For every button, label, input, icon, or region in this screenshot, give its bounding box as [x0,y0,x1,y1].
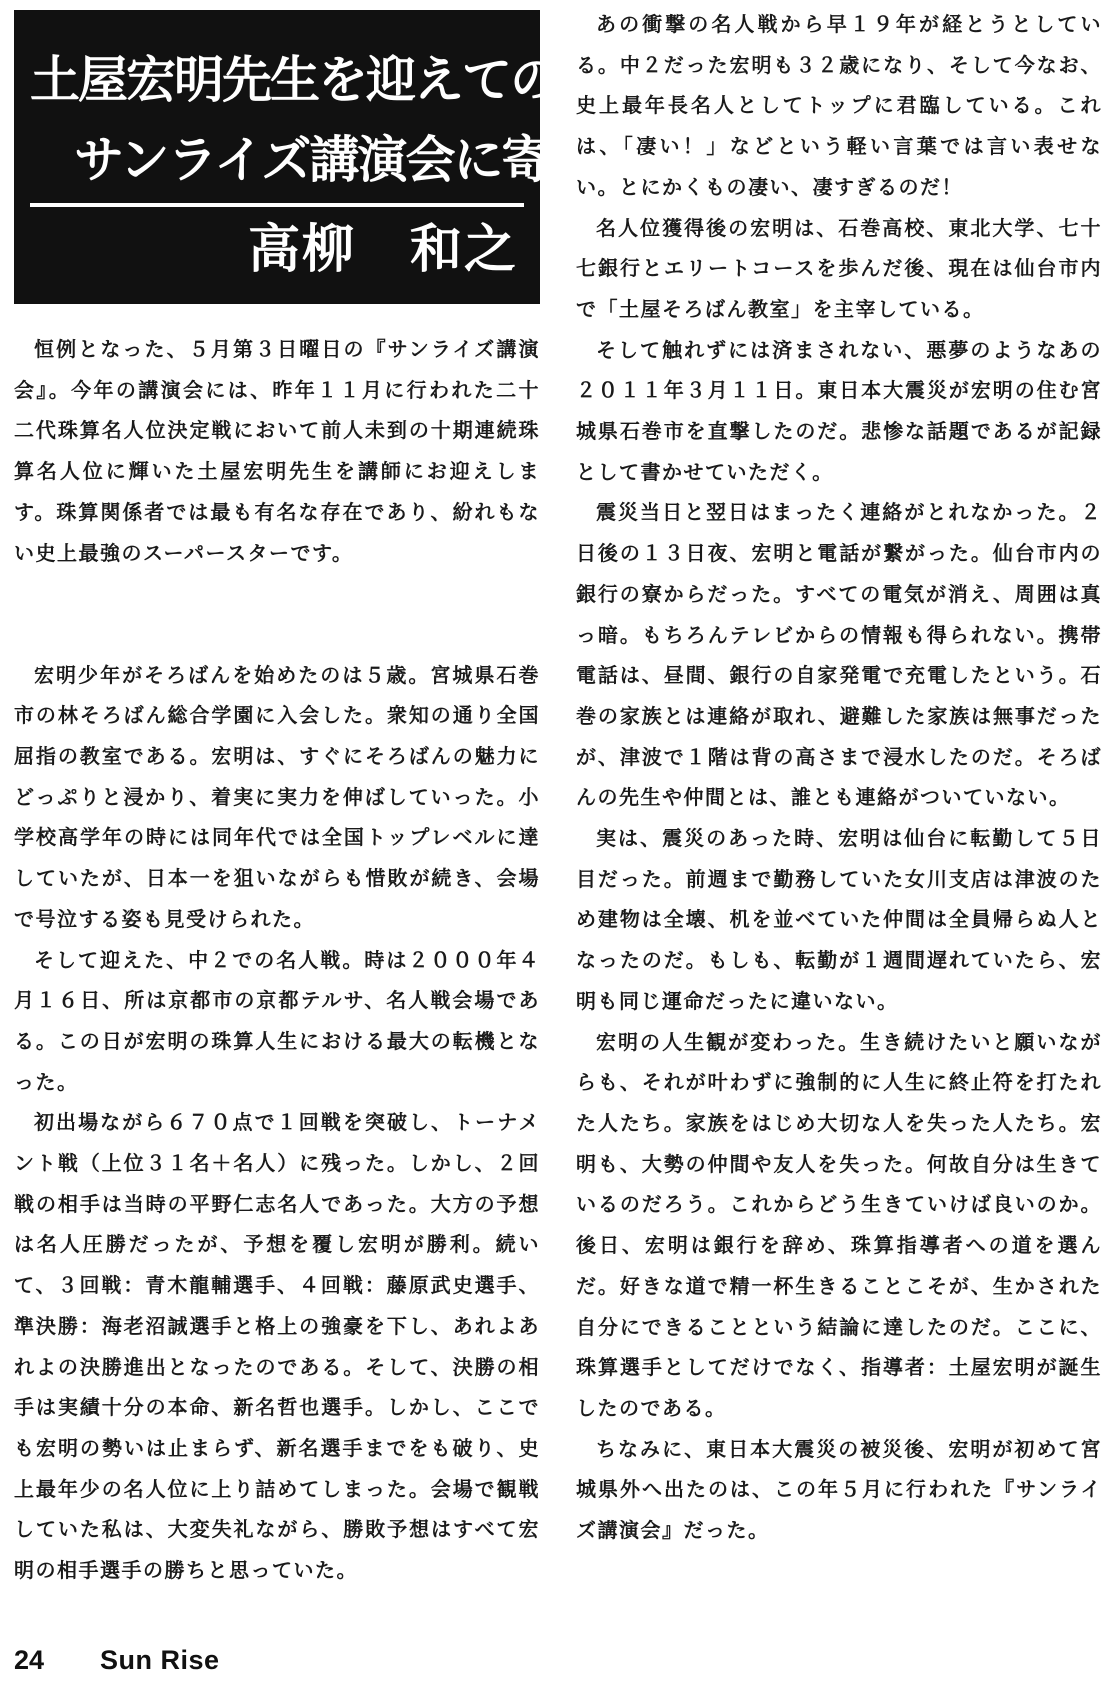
paragraph: 震災当日と翌日はまったく連絡がとれなかった。２日後の１３日夜、宏明と電話が繋がった。仙台市内の銀行の寮からだった。すべての電気が消え、周囲は真っ暗。もちろんテレビからの情報も得られない。携帯電話は、昼間、銀行の自家発電で充電したという。石巻の家族とは連絡が取れ、避難した家族は無事だったが、津波で１階は背の高さまで浸水したのだ。そろばんの先生や仲間とは、誰とも連絡がついていない。 [576,500,1102,810]
paragraph: 名人位獲得後の宏明は、石巻高校、東北大学、七十七銀行とエリートコースを歩んだ後、現在は仙台市内で「土屋そろばん教室」を主宰している。 [576,215,1102,321]
article-right-column [576,4,1102,1551]
paragraph: 恒例となった、５月第３日曜日の『サンライズ講演会』。今年の講演会には、昨年１１月に行われた二十二代珠算名人位決定戦において前人未到の十期連続珠算名人位に輝いた土屋宏明先生を講師にお迎えします。珠算関係者では最も有名な存在であり、紛れもない史上最強のスーパースターです。 [14,337,540,565]
publication-name: Sun Rise [100,1645,220,1675]
paragraph: そして迎えた、中２での名人戦。時は２０００年４月１６日、所は京都市の京都テルサ、名人戦会場である。この日が宏明の珠算人生における最大の転機となった。 [14,947,540,1094]
paragraph: ちなみに、東日本大震災の被災後、宏明が初めて宮城県外へ出たのは、この年５月に行われた『サンライズ講演会』だった。 [576,1436,1102,1543]
paragraph: 宏明の人生観が変わった。生き続けたいと願いながらも、それが叶わずに強制的に人生に終止符を打たれた人たち。家族をはじめ大切な人を失った人たち。宏明も、大勢の仲間や友人を失った。何故自分は生きているのだろう。これからどう生きていけば良いのか。後日、宏明は銀行を辞め、珠算指導者への道を選んだ。好きな道で精一杯生きることこそが、生かされた自分にできることという結論に達したのだ。ここに、珠算選手としてだけでなく、指導者：土屋宏明が誕生したのである。 [576,1029,1102,1420]
paragraph: あの衝撃の名人戦から早１９年が経とうとしている。中２だった宏明も３２歳になり、そして今なお、史上最年長名人としてトップに君臨している。これは、「凄い！」などという軽い言葉では言い表せない。とにかくもの凄い、凄すぎるのだ！ [576,12,1102,199]
page-number: 24 [14,1645,45,1675]
title-underline [30,203,524,207]
article-title-line-1: 土屋宏明先生を迎えての [30,51,558,109]
title-box [14,10,646,304]
article-left-column [14,329,540,1591]
author-name: 高柳 和之 [247,220,518,280]
paragraph: 初出場ながら６７０点で１回戦を突破し、トーナメント戦（上位３１名＋名人）に残った。しかし、２回戦の相手は当時の平野仁志名人であった。大方の予想は名人圧勝だったが、予想を覆し宏明が勝利。続いて、３回戦：青木龍輔選手、４回戦：藤原武史選手、準決勝：海老沼誠選手と格上の強豪を下し、あれよあれよの決勝進出となったのである。そして、決勝の相手は実績十分の本命、新名哲也選手。しかし、ここでも宏明の勢いは止まらず、新名選手までをも破り、史上最年少の名人位に上り詰めてしまった。会場で観戦していた私は、大変失礼ながら、勝敗予想はすべて宏明の相手選手の勝ちと思っていた。 [14,1110,540,1583]
paragraph: そして触れずには済まされない、悪夢のようなあの２０１１年３月１１日。東日本大震災が宏明の住む宮城県石巻市を直撃したのだ。悲惨な話題であるが記録として書かせていただく。 [576,337,1102,484]
article-title-line-2: サンライズ講演会に寄せて [74,131,646,189]
page-footer [14,1640,220,1680]
paragraph: 宏明少年がそろばんを始めたのは５歳。宮城県石巻市の林そろばん総合学園に入会した。衆知の通り全国屈指の教室である。宏明は、すぐにそろばんの魅力にどっぷりと浸かり、着実に実力を伸ばしていった。小学校高学年の時には同年代では全国トップレベルに達していたが、日本一を狙いながらも惜敗が続き、会場で号泣する姿も見受けられた。 [14,662,540,931]
paragraph: 実は、震災のあった時、宏明は仙台に転勤して５日目だった。前週まで勤務していた女川支店は津波のため建物は全壊、机を並べていた仲間は全員帰らぬ人となったのだ。もしも、転勤が１週間遅れていたら、宏明も同じ運命だったに違いない。 [576,826,1102,1013]
